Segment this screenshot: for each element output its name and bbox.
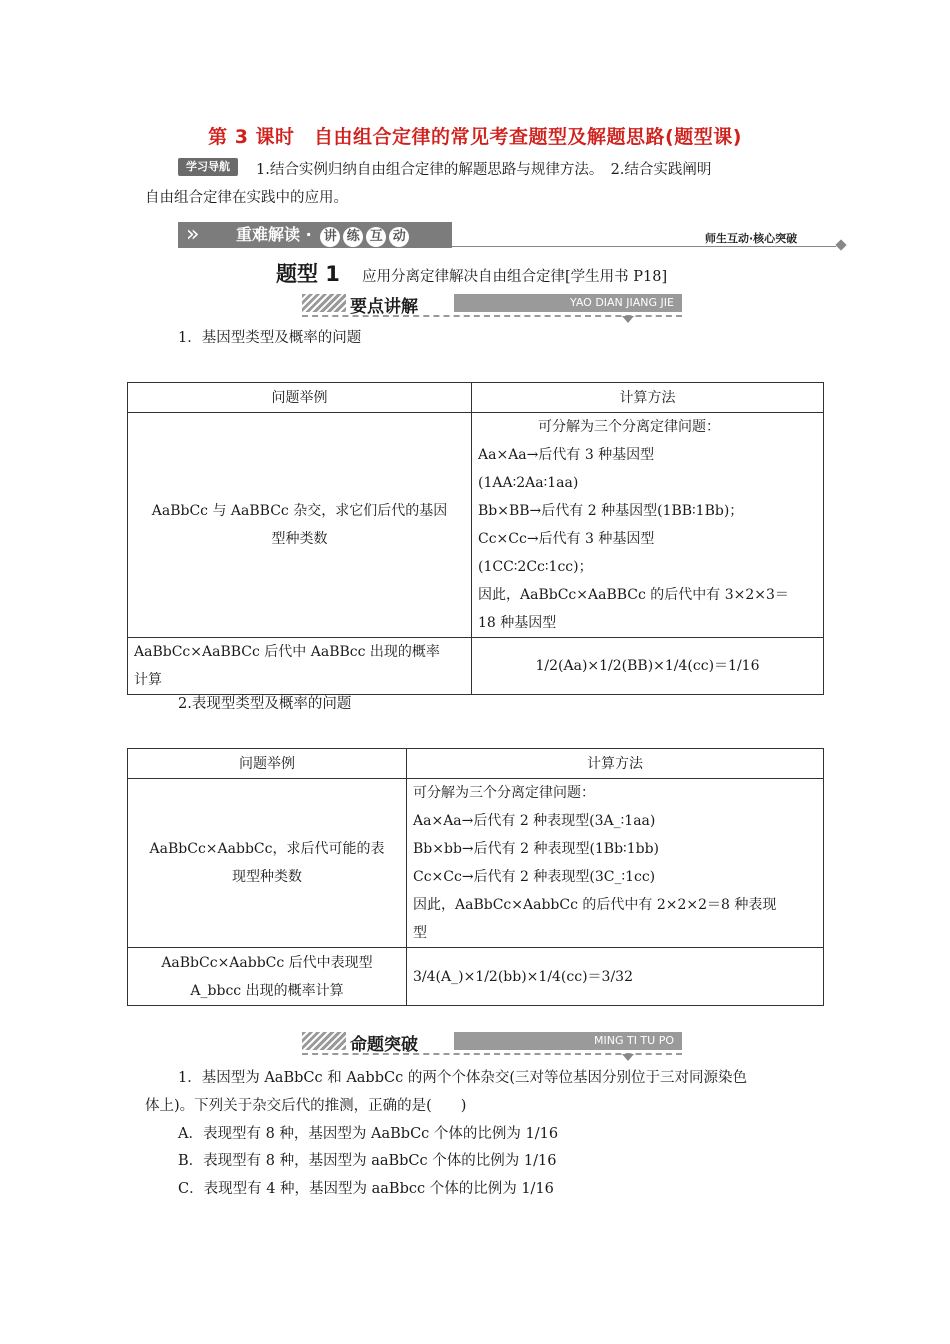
section-breakthrough-pinyin: MING TI TU PO [454,1032,682,1050]
section-banner [178,222,452,248]
table-header: 问题举例 [128,383,472,413]
type-title: 题型 1 [276,262,340,286]
table-cell-question: AaBbCc×AaBBCc 后代中 AaBBcc 出现的概率 计算 [128,638,472,695]
table-cell-question: AaBbCc×AabbCc，求后代可能的表 现型种类数 [128,779,407,948]
section-key-points-label: 要点讲解 [350,297,418,317]
table-cell-method: 3/4(A_)×1/2(bb)×1/4(cc)＝3/32 [407,948,824,1006]
table-header: 计算方法 [407,749,824,779]
type-subtitle: 应用分离定律解决自由组合定律[学生用书 P18] [362,269,668,285]
item2-heading: 2.表现型类型及概率的问题 [178,696,352,712]
banner-tag: 师生互动·核心突破 [705,232,798,245]
table-cell-method: 可分解为三个分离定律问题： Aa×Aa→后代有 2 种表现型(3A_∶1aa) Bb×bb→后代有 2 种表现型(1Bb∶1bb) Cc×Cc→后代有 2 种表现型(3C_∶1cc) 因此，AaBbCc×AabbCc 的后代中有 2×2×2＝8 种表现 型 [407,779,824,948]
table-cell-question: AaBbCc 与 AaBBCc 杂交，求它们后代的基因 型种类数 [128,413,472,638]
double-chevron-icon: » [186,222,200,247]
option-a: A．表现型有 8 种，基因型为 AaBbCc 个体的比例为 1/16 [178,1126,559,1142]
question1-stem-line2: 体上)。下列关于杂交后代的推测，正确的是( ) [145,1098,467,1114]
banner-char-1: 讲 [320,227,340,247]
down-arrow-icon [622,316,634,323]
banner-main-label: 重难解读 [236,225,301,244]
page-title: 第 3 课时 自由组合定律的常见考查题型及解题思路(题型课) [208,126,742,148]
item1-heading: 1．基因型类型及概率的问题 [178,330,362,346]
banner-divider [452,246,836,247]
table-cell-method: 可分解为三个分离定律问题： Aa×Aa→后代有 3 种基因型 (1AA∶2Aa∶1aa) Bb×BB→后代有 2 种基因型(1BB∶1Bb)； Cc×Cc→后代有 3 种基因型 (1CC∶2Cc∶1cc)； 因此，AaBbCc×AaBBCc 的后代中有 3×2×3＝ 18 种基因型 [472,413,824,638]
study-guide-line2: 自由组合定律在实践中的应用。 [145,190,348,206]
down-arrow-icon [622,1054,634,1061]
section-breakthrough [302,1030,682,1055]
section-key-points [302,292,682,317]
table-cell-question: AaBbCc×AabbCc 后代中表现型 A_bbcc 出现的概率计算 [128,948,407,1006]
option-c: C．表现型有 4 种，基因型为 aaBbcc 个体的比例为 1/16 [178,1181,554,1197]
section-key-points-pinyin: YAO DIAN JIANG JIE [454,294,682,312]
table-cell-method: 1/2(Aa)×1/2(BB)×1/4(cc)＝1/16 [472,638,824,695]
banner-char-4: 动 [389,227,409,247]
banner-separator: · [305,225,312,244]
genotype-table [127,382,824,695]
phenotype-table [127,748,824,1006]
table-header: 问题举例 [128,749,407,779]
table-header: 计算方法 [472,383,824,413]
section-breakthrough-label: 命题突破 [350,1035,418,1055]
study-guide-badge: 学习导航 [178,158,238,176]
banner-char-2: 练 [343,227,363,247]
option-b: B．表现型有 8 种，基因型为 aaBbCc 个体的比例为 1/16 [178,1153,557,1169]
question1-stem-line1: 1．基因型为 AaBbCc 和 AabbCc 的两个个体杂交(三对等位基因分别位于三对同源染色 [178,1070,747,1086]
diamond-icon [835,239,846,250]
study-guide-line1: 1.结合实例归纳自由组合定律的解题思路与规律方法。 2.结合实践阐明 [256,162,712,178]
banner-char-3: 互 [366,227,386,247]
